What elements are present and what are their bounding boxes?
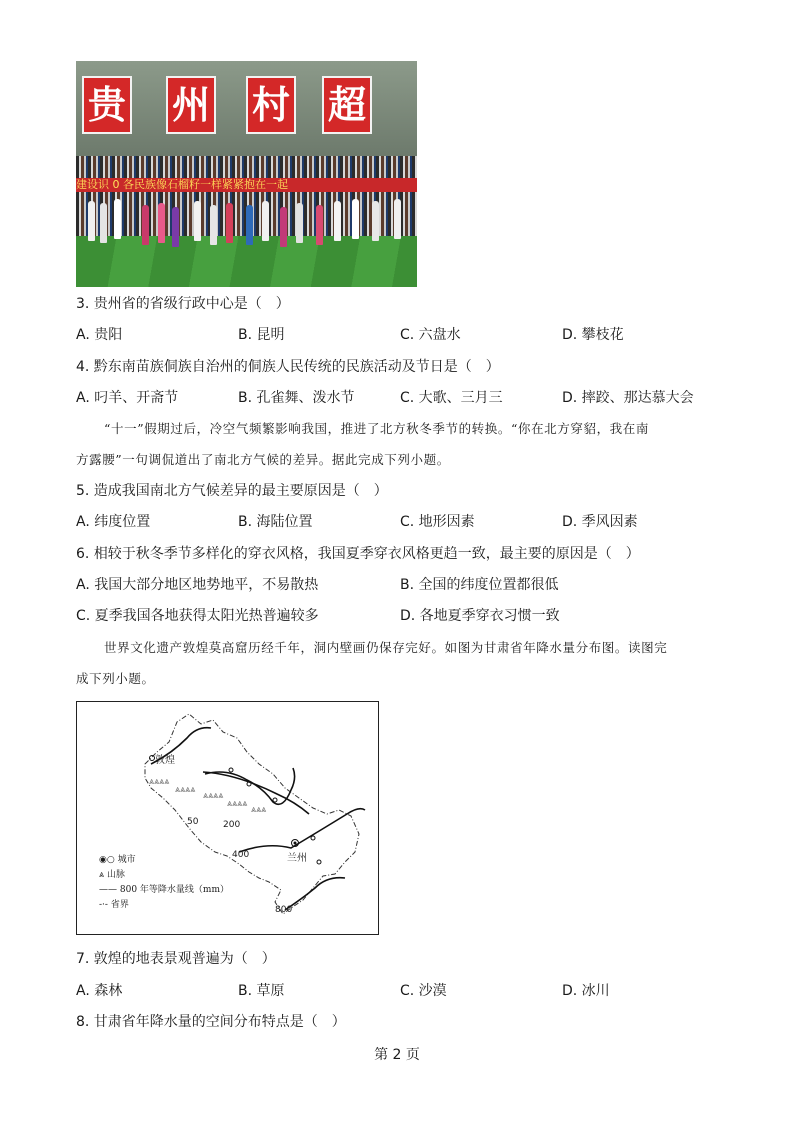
page-number: 第 2 页 (374, 1047, 420, 1063)
question-7-stem: 7. 敦煌的地表景观普遍为（ ） (76, 951, 276, 967)
photo-banner-char: 村 (246, 76, 296, 134)
isoline-800 (285, 878, 345, 910)
gansu-precipitation-map (76, 701, 379, 935)
question-3-option-c: C. 六盘水 (400, 327, 461, 343)
city-marker (273, 798, 277, 802)
question-3-option-d: D. 攀枝花 (562, 327, 624, 343)
question-5-option-b: B. 海陆位置 (238, 514, 313, 530)
isoline-label-50: 50 (187, 817, 199, 827)
question-7-option-d: D. 冰川 (562, 983, 610, 999)
question-7-option-c: C. 沙漠 (400, 983, 447, 999)
question-6-option-c: C. 夏季我国各地获得太阳光热普遍较多 (76, 608, 319, 624)
photo-banner-char: 超 (322, 76, 372, 134)
isoline-label-200: 200 (223, 820, 241, 830)
photo-ad-board: 建设识 0 各民族像石榴籽一样紧紧抱在一起 (76, 178, 417, 192)
legend-isoline-label: 800 年等降水量线（mm） (119, 885, 229, 895)
question-5-stem: 5. 造成我国南北方气候差异的最主要原因是（ ） (76, 483, 388, 499)
question-3-stem: 3. 贵州省的省级行政中心是（ ） (76, 296, 290, 312)
passage-1-line-1: “十一”假期过后，冷空气频繁影响我国，推进了北方秋冬季节的转换。“你在北方穿貂，我在南 (104, 421, 649, 436)
question-7-option-b: B. 草原 (238, 983, 285, 999)
question-6-stem: 6. 相较于秋冬季节多样化的穿衣风格，我国夏季穿衣风格更趋一致，最主要的原因是（ ） (76, 546, 640, 562)
question-3-option-a: A. 贵阳 (76, 327, 123, 343)
city-dunhuang-marker (150, 756, 155, 761)
question-4-option-c: C. 大歌、三月三 (400, 390, 503, 406)
question-4-stem: 4. 黔东南苗族侗族自治州的侗族人民传统的民族活动及节日是（ ） (76, 359, 500, 375)
city-marker (229, 768, 233, 772)
label-dunhuang: 敦煌 (155, 755, 175, 766)
svg-text:⩓⩓⩓⩓: ⩓⩓⩓⩓ (203, 791, 224, 801)
mountain-legend-icon: ⩓ (99, 870, 105, 880)
photo-banner-char: 贵 (82, 76, 132, 134)
legend-city-label: 城市 (117, 855, 136, 865)
svg-text:⩓⩓⩓⩓: ⩓⩓⩓⩓ (175, 785, 196, 795)
question-4-option-a: A. 叼羊、开斋节 (76, 390, 179, 406)
isoline-400 (239, 809, 365, 852)
photo-banner-char: 州 (166, 76, 216, 134)
city-legend-icon: ◉○ (99, 855, 115, 865)
question-6-option-a: A. 我国大部分地区地势地平，不易散热 (76, 577, 319, 593)
question-3-option-b: B. 昆明 (238, 327, 285, 343)
isoline-label-800: 800 (275, 905, 293, 915)
legend-boundary-label: 省界 (110, 900, 129, 910)
village-super-league-photo (76, 61, 417, 287)
passage-2-line-2: 成下列小题。 (76, 671, 155, 686)
question-5-option-a: A. 纬度位置 (76, 514, 151, 530)
question-5-option-d: D. 季风因素 (562, 514, 638, 530)
question-6-option-b: B. 全国的纬度位置都很低 (400, 577, 559, 593)
question-4-option-d: D. 摔跤、那达慕大会 (562, 390, 694, 406)
isoline-legend-icon: —— (99, 885, 117, 895)
label-lanzhou: 兰州 (287, 853, 307, 864)
city-marker (311, 836, 315, 840)
svg-text:⩓⩓⩓: ⩓⩓⩓ (251, 805, 267, 815)
svg-text:⩓⩓⩓⩓: ⩓⩓⩓⩓ (149, 777, 170, 787)
question-4-option-b: B. 孔雀舞、泼水节 (238, 390, 355, 406)
boundary-legend-icon: -·- (99, 900, 108, 910)
question-8-stem: 8. 甘肃省年降水量的空间分布特点是（ ） (76, 1014, 346, 1030)
question-5-option-c: C. 地形因素 (400, 514, 475, 530)
svg-text:⩓⩓⩓⩓: ⩓⩓⩓⩓ (227, 799, 248, 809)
city-marker (317, 860, 321, 864)
mountain-icons (149, 777, 266, 815)
map-legend (99, 853, 229, 913)
question-7-option-a: A. 森林 (76, 983, 123, 999)
isoline-label-400: 400 (232, 850, 250, 860)
question-6-option-d: D. 各地夏季穿衣习惯一致 (400, 608, 560, 624)
photo-dancers (76, 179, 417, 259)
passage-2-line-1: 世界文化遗产敦煌莫高窟历经千年，洞内壁画仍保存完好。如图为甘肃省年降水量分布图。读图完 (104, 640, 668, 655)
legend-mountain-label: 山脉 (106, 870, 125, 880)
passage-1-line-2: 方露腰”一句调侃道出了南北方气候的差异。据此完成下列小题。 (76, 452, 450, 467)
